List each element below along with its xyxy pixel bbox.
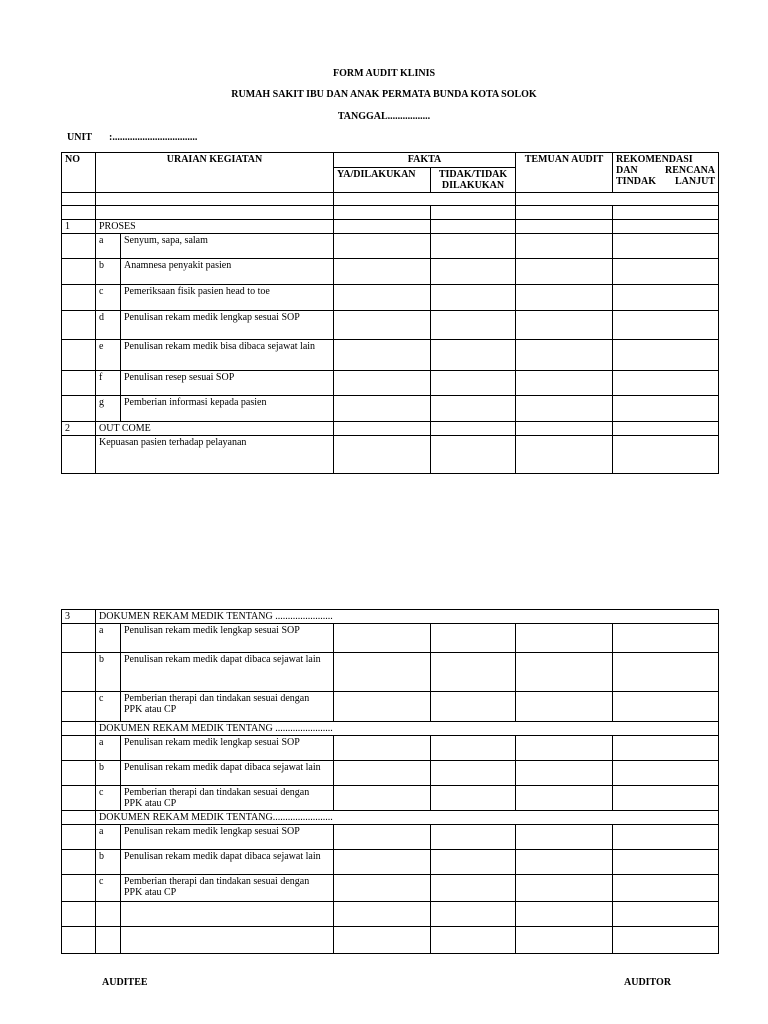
rekomendasi-cell[interactable] — [613, 396, 719, 422]
audit-table-part1 — [61, 152, 719, 474]
empty-cell — [516, 206, 613, 220]
item-letter: a — [96, 234, 121, 259]
empty-cell — [62, 736, 96, 761]
tidak-cell[interactable] — [431, 902, 516, 927]
ya-cell[interactable] — [334, 761, 431, 786]
tidak-cell[interactable] — [431, 396, 516, 422]
item-text: Penulisan resep sesuai SOP — [121, 371, 334, 396]
header-tidak: TIDAK/TIDAK DILAKUKAN — [431, 168, 516, 193]
temuan-cell[interactable] — [516, 850, 613, 875]
empty-cell — [62, 722, 96, 736]
rekomendasi-cell[interactable] — [613, 340, 719, 371]
tidak-cell[interactable] — [431, 875, 516, 902]
temuan-cell[interactable] — [516, 340, 613, 371]
item-text: Penulisan rekam medik bisa dibaca sejawat lain — [121, 340, 334, 371]
ya-cell[interactable] — [334, 285, 431, 311]
section-title: OUT COME — [96, 422, 334, 436]
item-letter: f — [96, 371, 121, 396]
empty-cell — [334, 220, 431, 234]
empty-cell — [62, 850, 96, 875]
header-uraian: URAIAN KEGIATAN — [96, 153, 334, 193]
empty-cell — [62, 396, 96, 422]
item-letter: b — [96, 761, 121, 786]
tidak-cell[interactable] — [431, 259, 516, 285]
rekomendasi-cell[interactable] — [613, 624, 719, 653]
ya-cell[interactable] — [334, 850, 431, 875]
ya-cell[interactable] — [334, 825, 431, 850]
tidak-cell[interactable] — [431, 761, 516, 786]
rekomendasi-cell[interactable] — [613, 875, 719, 902]
rekomendasi-cell[interactable] — [613, 692, 719, 722]
empty-cell — [62, 875, 96, 902]
empty-cell — [334, 206, 431, 220]
ya-cell[interactable] — [334, 692, 431, 722]
ya-cell[interactable] — [334, 736, 431, 761]
item-letter: c — [96, 875, 121, 902]
empty-cell — [96, 206, 334, 220]
section-title: PROSES — [96, 220, 334, 234]
tidak-cell[interactable] — [431, 653, 516, 692]
tidak-cell[interactable] — [431, 786, 516, 811]
date-field: TANGGAL................. — [337, 111, 431, 122]
section-number: 1 — [62, 220, 96, 234]
empty-cell — [613, 206, 719, 220]
empty-cell — [613, 220, 719, 234]
ya-cell[interactable] — [334, 902, 431, 927]
tidak-cell[interactable] — [431, 285, 516, 311]
item-text: Pemberian therapi dan tindakan sesuai dengan PPK atau CP — [121, 692, 334, 722]
header-rekomendasi: REKOMENDASI DAN RENCANA TINDAK LANJUT — [613, 153, 719, 193]
empty-cell — [121, 927, 334, 954]
auditor-label: AUDITOR — [624, 977, 672, 988]
empty-cell — [62, 436, 96, 474]
header-fakta: FAKTA — [334, 153, 516, 168]
empty-cell — [431, 422, 516, 436]
ya-cell[interactable] — [334, 786, 431, 811]
temuan-cell[interactable] — [516, 761, 613, 786]
temuan-cell[interactable] — [516, 736, 613, 761]
tidak-cell[interactable] — [431, 624, 516, 653]
temuan-cell[interactable] — [516, 311, 613, 340]
tidak-cell[interactable] — [431, 850, 516, 875]
empty-cell — [62, 761, 96, 786]
tidak-cell[interactable] — [431, 311, 516, 340]
item-letter: c — [96, 692, 121, 722]
ya-cell[interactable] — [334, 875, 431, 902]
empty-cell — [62, 285, 96, 311]
ya-cell[interactable] — [334, 436, 431, 474]
ya-cell[interactable] — [334, 259, 431, 285]
item-letter: c — [96, 285, 121, 311]
rekomendasi-cell[interactable] — [613, 902, 719, 927]
rekomendasi-cell[interactable] — [613, 653, 719, 692]
empty-cell — [62, 259, 96, 285]
empty-cell — [62, 927, 96, 954]
empty-cell — [431, 220, 516, 234]
item-text: Anamnesa penyakit pasien — [121, 259, 334, 285]
section-number: 2 — [62, 422, 96, 436]
hospital-name: RUMAH SAKIT IBU DAN ANAK PERMATA BUNDA KOTA SOLOK — [231, 89, 537, 100]
item-text: Penulisan rekam medik dapat dibaca sejawat lain — [121, 850, 334, 875]
rekomendasi-cell[interactable] — [613, 234, 719, 259]
form-title: FORM AUDIT KLINIS — [332, 68, 436, 79]
rekomendasi-cell[interactable] — [613, 259, 719, 285]
empty-cell — [62, 624, 96, 653]
tidak-cell[interactable] — [431, 234, 516, 259]
empty-cell — [516, 422, 613, 436]
item-letter: d — [96, 311, 121, 340]
rekomendasi-cell[interactable] — [613, 285, 719, 311]
item-text: Senyum, sapa, salam — [121, 234, 334, 259]
item-text: Penulisan rekam medik lengkap sesuai SOP — [121, 825, 334, 850]
header-ya: YA/DILAKUKAN — [334, 168, 431, 193]
item-text: Penulisan rekam medik lengkap sesuai SOP — [121, 736, 334, 761]
empty-cell — [62, 692, 96, 722]
empty-cell — [62, 193, 96, 206]
section-title: DOKUMEN REKAM MEDIK TENTANG ....................... — [96, 610, 719, 624]
audit-table-part2 — [61, 609, 719, 954]
tidak-cell[interactable] — [431, 371, 516, 396]
empty-cell — [62, 371, 96, 396]
empty-cell — [516, 220, 613, 234]
tidak-cell[interactable] — [431, 436, 516, 474]
temuan-cell[interactable] — [516, 875, 613, 902]
empty-cell — [334, 422, 431, 436]
ya-cell[interactable] — [334, 371, 431, 396]
item-letter: b — [96, 850, 121, 875]
unit-value: :.................................. — [109, 132, 198, 143]
rekomendasi-cell[interactable] — [613, 927, 719, 954]
ya-cell[interactable] — [334, 624, 431, 653]
rekomendasi-cell[interactable] — [613, 736, 719, 761]
temuan-cell[interactable] — [516, 786, 613, 811]
item-letter: g — [96, 396, 121, 422]
temuan-cell[interactable] — [516, 902, 613, 927]
empty-cell — [62, 902, 96, 927]
temuan-cell[interactable] — [516, 436, 613, 474]
temuan-cell[interactable] — [516, 259, 613, 285]
empty-cell — [516, 193, 719, 206]
empty-cell — [96, 927, 121, 954]
section-number: 3 — [62, 610, 96, 624]
unit-label: UNIT — [67, 132, 93, 143]
temuan-cell[interactable] — [516, 825, 613, 850]
empty-cell — [62, 653, 96, 692]
item-letter: c — [96, 786, 121, 811]
tidak-cell[interactable] — [431, 340, 516, 371]
item-text: Penulisan rekam medik dapat dibaca sejawat lain — [121, 761, 334, 786]
auditee-label: AUDITEE — [102, 977, 148, 988]
item-text: Pemberian therapi dan tindakan sesuai dengan PPK atau CP — [121, 875, 334, 902]
empty-cell — [62, 234, 96, 259]
ya-cell[interactable] — [334, 234, 431, 259]
item-text: Pemberian informasi kepada pasien — [121, 396, 334, 422]
empty-cell — [334, 193, 516, 206]
empty-cell — [62, 340, 96, 371]
temuan-cell[interactable] — [516, 285, 613, 311]
empty-cell — [62, 311, 96, 340]
ya-cell[interactable] — [334, 653, 431, 692]
empty-cell — [613, 422, 719, 436]
empty-cell — [62, 811, 96, 825]
header-no: NO — [62, 153, 96, 193]
temuan-cell[interactable] — [516, 692, 613, 722]
tidak-cell[interactable] — [431, 692, 516, 722]
section-title: DOKUMEN REKAM MEDIK TENTANG........................ — [96, 811, 719, 825]
item-letter: b — [96, 653, 121, 692]
temuan-cell[interactable] — [516, 624, 613, 653]
rekomendasi-cell[interactable] — [613, 786, 719, 811]
empty-cell — [62, 786, 96, 811]
empty-cell — [431, 206, 516, 220]
rekomendasi-cell[interactable] — [613, 371, 719, 396]
item-text: Penulisan rekam medik lengkap sesuai SOP — [121, 624, 334, 653]
tidak-cell[interactable] — [431, 825, 516, 850]
ya-cell[interactable] — [334, 340, 431, 371]
empty-cell — [96, 193, 334, 206]
tidak-cell[interactable] — [431, 736, 516, 761]
temuan-cell[interactable] — [516, 653, 613, 692]
item-letter: a — [96, 624, 121, 653]
temuan-cell[interactable] — [516, 234, 613, 259]
rekomendasi-cell[interactable] — [613, 850, 719, 875]
temuan-cell[interactable] — [516, 396, 613, 422]
item-letter: a — [96, 825, 121, 850]
section-title: DOKUMEN REKAM MEDIK TENTANG ....................... — [96, 722, 719, 736]
item-text: Kepuasan pasien terhadap pelayanan — [96, 436, 334, 474]
empty-cell — [62, 206, 96, 220]
empty-cell — [121, 902, 334, 927]
rekomendasi-cell[interactable] — [613, 825, 719, 850]
ya-cell[interactable] — [334, 311, 431, 340]
ya-cell[interactable] — [334, 927, 431, 954]
temuan-cell[interactable] — [516, 927, 613, 954]
header-temuan: TEMUAN AUDIT — [516, 153, 613, 193]
item-text: Penulisan rekam medik dapat dibaca sejawat lain — [121, 653, 334, 692]
empty-cell — [96, 902, 121, 927]
item-letter: a — [96, 736, 121, 761]
empty-cell — [62, 825, 96, 850]
temuan-cell[interactable] — [516, 371, 613, 396]
ya-cell[interactable] — [334, 396, 431, 422]
item-letter: b — [96, 259, 121, 285]
rekomendasi-cell[interactable] — [613, 436, 719, 474]
item-letter: e — [96, 340, 121, 371]
rekomendasi-cell[interactable] — [613, 761, 719, 786]
item-text: Penulisan rekam medik lengkap sesuai SOP — [121, 311, 334, 340]
rekomendasi-cell[interactable] — [613, 311, 719, 340]
item-text: Pemeriksaan fisik pasien head to toe — [121, 285, 334, 311]
item-text: Pemberian therapi dan tindakan sesuai dengan PPK atau CP — [121, 786, 334, 811]
tidak-cell[interactable] — [431, 927, 516, 954]
